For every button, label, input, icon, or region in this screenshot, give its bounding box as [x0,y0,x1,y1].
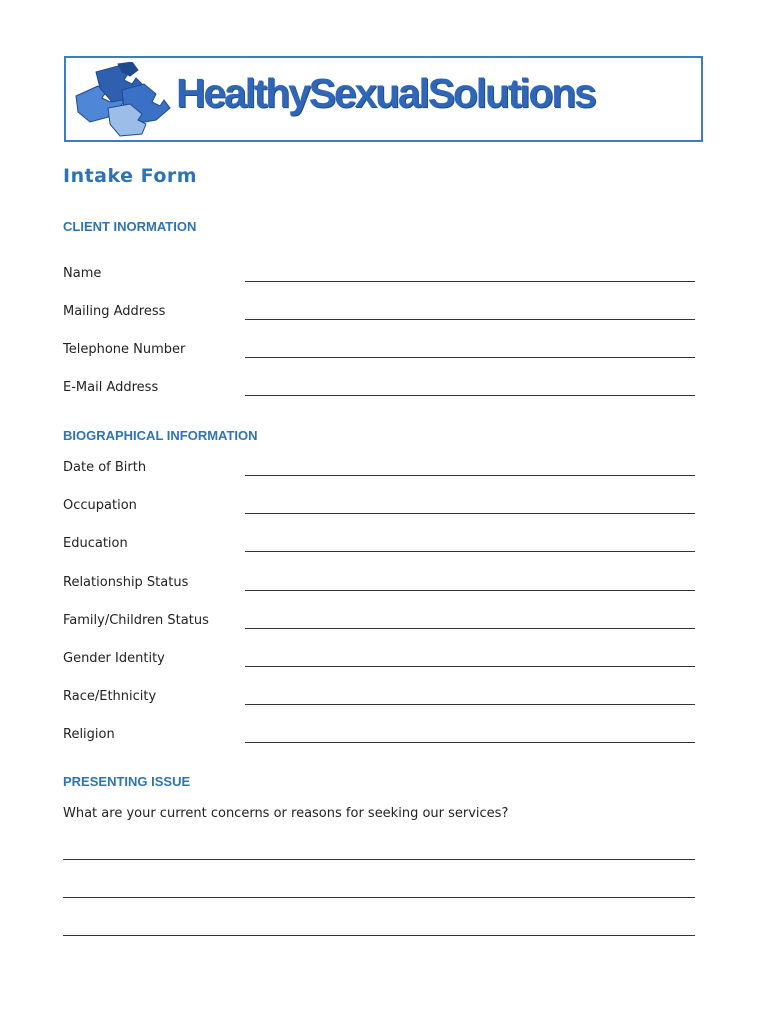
family-children-status-label: Family/Children Status [63,613,209,628]
education-field[interactable] [245,551,695,552]
religion-label: Religion [63,727,115,742]
form-title: Intake Form [63,165,198,187]
mailing-address-label: Mailing Address [63,304,166,319]
name-field[interactable] [245,281,695,282]
occupation-field[interactable] [245,513,695,514]
concerns-answer-line-1[interactable] [63,859,695,860]
gender-identity-label: Gender Identity [63,651,165,666]
religion-field[interactable] [245,742,695,743]
telephone-number-field[interactable] [245,357,695,358]
race-ethnicity-field[interactable] [245,704,695,705]
telephone-number-label: Telephone Number [63,342,186,357]
concerns-answer-line-3[interactable] [63,935,695,936]
name-label: Name [63,266,102,281]
client-information-heading: CLIENT INORMATION [63,219,197,234]
race-ethnicity-label: Race/Ethnicity [63,689,157,704]
concerns-answer-line-2[interactable] [63,897,695,898]
brand-name: HealthySexualSolutions [176,70,595,116]
concerns-question: What are your current concerns or reasons for seeking our services? [63,806,509,821]
relationship-status-field[interactable] [245,590,695,591]
occupation-label: Occupation [63,498,137,513]
puzzle-pieces-logo [72,62,172,138]
biographical-information-heading: BIOGRAPHICAL INFORMATION [63,428,258,443]
date-of-birth-label: Date of Birth [63,460,147,475]
email-address-field[interactable] [245,395,695,396]
mailing-address-field[interactable] [245,319,695,320]
education-label: Education [63,536,128,551]
family-children-status-field[interactable] [245,628,695,629]
email-address-label: E-Mail Address [63,380,159,395]
header-banner [64,56,703,142]
date-of-birth-field[interactable] [245,475,695,476]
gender-identity-field[interactable] [245,666,695,667]
presenting-issue-heading: PRESENTING ISSUE [63,774,191,789]
relationship-status-label: Relationship Status [63,575,189,590]
